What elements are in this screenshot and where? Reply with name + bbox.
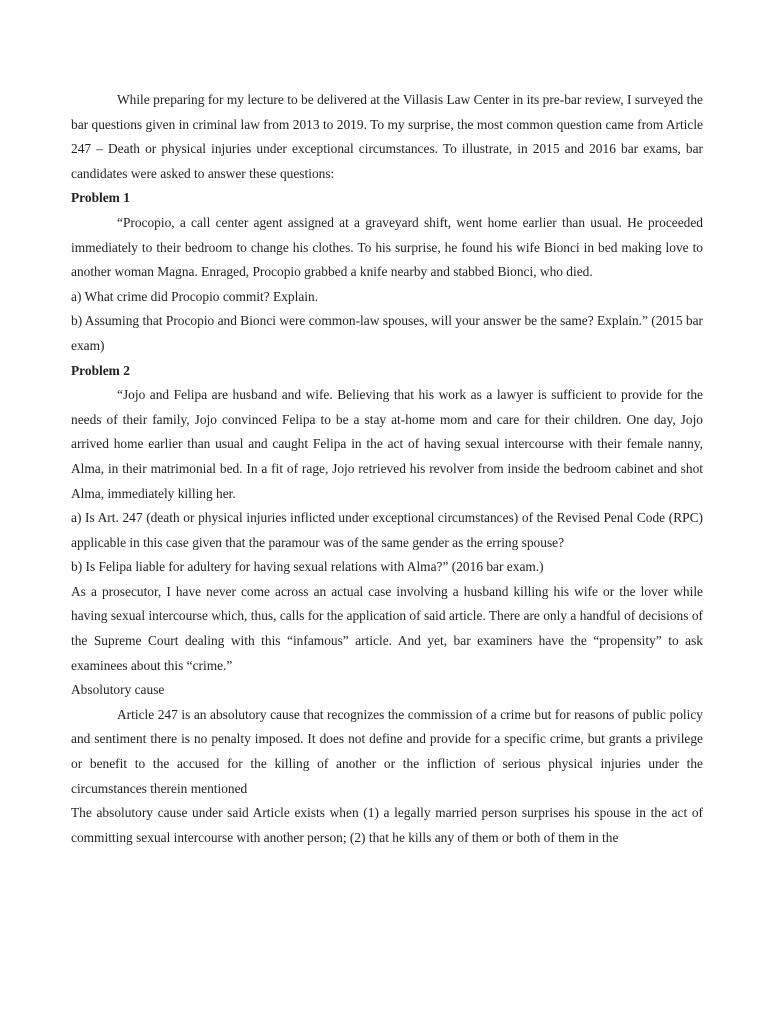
problem-2-heading: Problem 2 (71, 362, 130, 378)
problem-2-text: “Jojo and Felipa are husband and wife. Believing that his work as a lawyer is sufficient to provide for the needs of their family, Jojo convinced Felipa to be a stay at-home mom and care for their children. One day, Jojo arrived home earlier than usual and caught Felipa in the act of having sexual intercourse with their female nanny, Alma, in their matrimonial bed. In a fit of rage, Jojo retrieved his revolver from inside the bedroom cabinet and shot Alma, immediately killing her. (71, 387, 703, 501)
problem-2-question-b: b) Is Felipa liable for adultery for having sexual relations with Alma?” (2016 bar exam.) (71, 559, 544, 575)
problem-1-heading: Problem 1 (71, 190, 130, 206)
document-page (71, 88, 703, 850)
problem-1-question-b: b) Assuming that Procopio and Bionci were common-law spouses, will your answer be the same? Explain.” (2015 bar exam) (71, 313, 703, 353)
problem-1-text: “Procopio, a call center agent assigned at a graveyard shift, went home earlier than usual. He proceeded immediately to their bedroom to change his clothes. To his surprise, he found his wife Bionci in bed making love to another woman Magna. Enraged, Procopio grabbed a knife nearby and stabbed Bionci, who died. (71, 214, 703, 280)
final-paragraph: The absolutory cause under said Article exists when (1) a legally married person surprises his spouse in the act of committing sexual intercourse with another person; (2) that he kills any of them or both of them in the (71, 805, 703, 845)
problem-2-question-a: a) Is Art. 247 (death or physical injuries inflicted under exceptional circumstances) of the Revised Penal Code (RPC) applicable in this case given that the paramour was of the same gender as the erring spouse? (71, 510, 703, 550)
absolutory-cause-heading: Absolutory cause (71, 682, 165, 698)
problem-1-question-a: a) What crime did Procopio commit? Explain. (71, 288, 319, 304)
intro-paragraph: While preparing for my lecture to be delivered at the Villasis Law Center in its pre-bar review, I surveyed the bar questions given in criminal law from 2013 to 2019. To my surprise, the most common question came from Article 247 – Death or physical injuries under exceptional circumstances. To illustrate, in 2015 and 2016 bar exams, bar candidates were asked to answer these questions: (71, 92, 703, 181)
prosecutor-paragraph: As a prosecutor, I have never come across an actual case involving a husband killing his wife or the lover while having sexual intercourse which, thus, calls for the application of said article. There are only a handful of decisions of the Supreme Court dealing with this “infamous” article. And yet, bar examiners have the “propensity” to ask examinees about this “crime.” (71, 583, 703, 673)
absolutory-cause-paragraph: Article 247 is an absolutory cause that recognizes the commission of a crime but for reasons of public policy and sentiment there is no penalty imposed. It does not define and provide for a specific crime, but grants a privilege or benefit to the accused for the killing of another or the infliction of serious physical injuries under the circumstances therein mentioned (71, 706, 703, 796)
